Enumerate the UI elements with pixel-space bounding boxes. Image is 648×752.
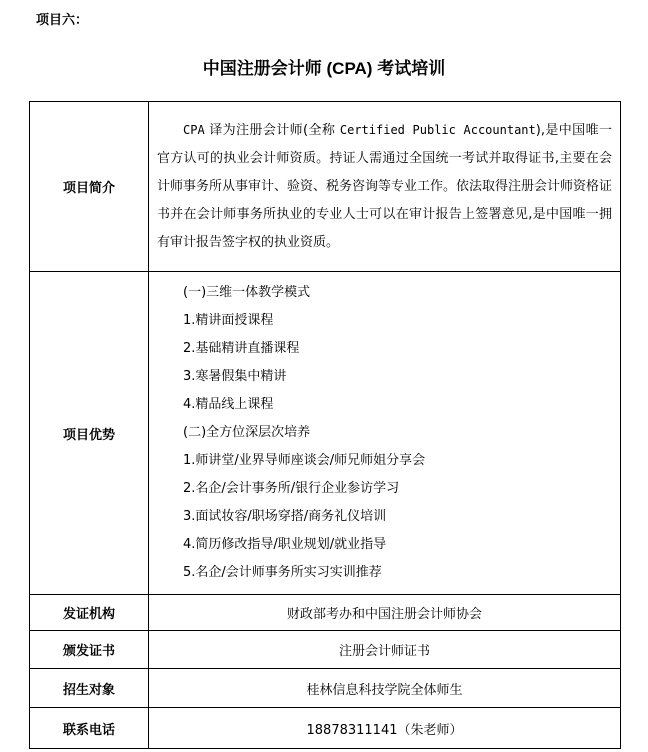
row-value-intro bbox=[149, 102, 621, 272]
row-label-advantages: 项目优势 bbox=[30, 272, 149, 595]
list-item: 5.名企/会计师事务所实习实训推荐 bbox=[183, 565, 382, 580]
row-value-target: 桂林信息科技学院全体师生 bbox=[149, 669, 621, 708]
table-row-advantages bbox=[30, 272, 621, 595]
row-label-certificate: 颁发证书 bbox=[30, 631, 149, 669]
row-value-issuer: 财政部考办和中国注册会计师协会 bbox=[149, 595, 621, 631]
list-item: 2.名企/会计事务所/银行企业参访学习 bbox=[183, 481, 400, 496]
row-label-target: 招生对象 bbox=[30, 669, 149, 708]
intro-paragraph bbox=[149, 102, 620, 271]
row-value-advantages bbox=[149, 272, 621, 595]
list-item: 3.寒暑假集中精讲 bbox=[183, 369, 287, 384]
table-row-target bbox=[30, 669, 621, 708]
row-value-certificate: 注册会计师证书 bbox=[149, 631, 621, 669]
intro-text-b: ),是中国唯一官方认可的执业会计师资质。持证人需通过全国统一考试并取得证书,主要在会计师事务所从事审计、验资、税务咨询等专业工作。依法取得注册会计师资格证书并在会计师事务所执业的专业人士可以在审计报告上签署意见,是中国唯一拥有审计报告签字权的执业资质。 bbox=[157, 123, 613, 250]
list-item: 4.精品线上课程 bbox=[183, 397, 274, 412]
advantages-list bbox=[149, 272, 620, 594]
project-label: 项目六： bbox=[36, 13, 89, 28]
row-label-contact: 联系电话 bbox=[30, 708, 149, 749]
list-item: (一)三维一体教学模式 bbox=[183, 285, 311, 300]
document-title: 中国注册会计师 (CPA) 考试培训 bbox=[202, 59, 446, 78]
intro-text-a: 译为注册会计师(全称 bbox=[204, 123, 340, 138]
row-label-issuer: 发证机构 bbox=[30, 595, 149, 631]
list-item: 2.基础精讲直播课程 bbox=[183, 341, 300, 356]
intro-text-en: Certified Public Accountant bbox=[339, 123, 536, 137]
project-info-table bbox=[29, 101, 621, 749]
list-item: 3.面试妆容/职场穿搭/商务礼仪培训 bbox=[183, 509, 387, 524]
row-label-intro: 项目简介 bbox=[30, 102, 149, 272]
list-item: 4.简历修改指导/职业规划/就业指导 bbox=[183, 537, 387, 552]
table-row-contact bbox=[30, 708, 621, 749]
table-row-certificate bbox=[30, 631, 621, 669]
list-item: 1.精讲面授课程 bbox=[183, 313, 274, 328]
table-row-issuer bbox=[30, 595, 621, 631]
list-item: (二)全方位深层次培养 bbox=[183, 425, 311, 440]
table-row-intro bbox=[30, 102, 621, 272]
row-value-contact: 18878311141（朱老师） bbox=[149, 708, 621, 749]
intro-text-prefix: CPA bbox=[183, 123, 205, 137]
list-item: 1.师讲堂/业界导师座谈会/师兄师姐分享会 bbox=[183, 453, 426, 468]
